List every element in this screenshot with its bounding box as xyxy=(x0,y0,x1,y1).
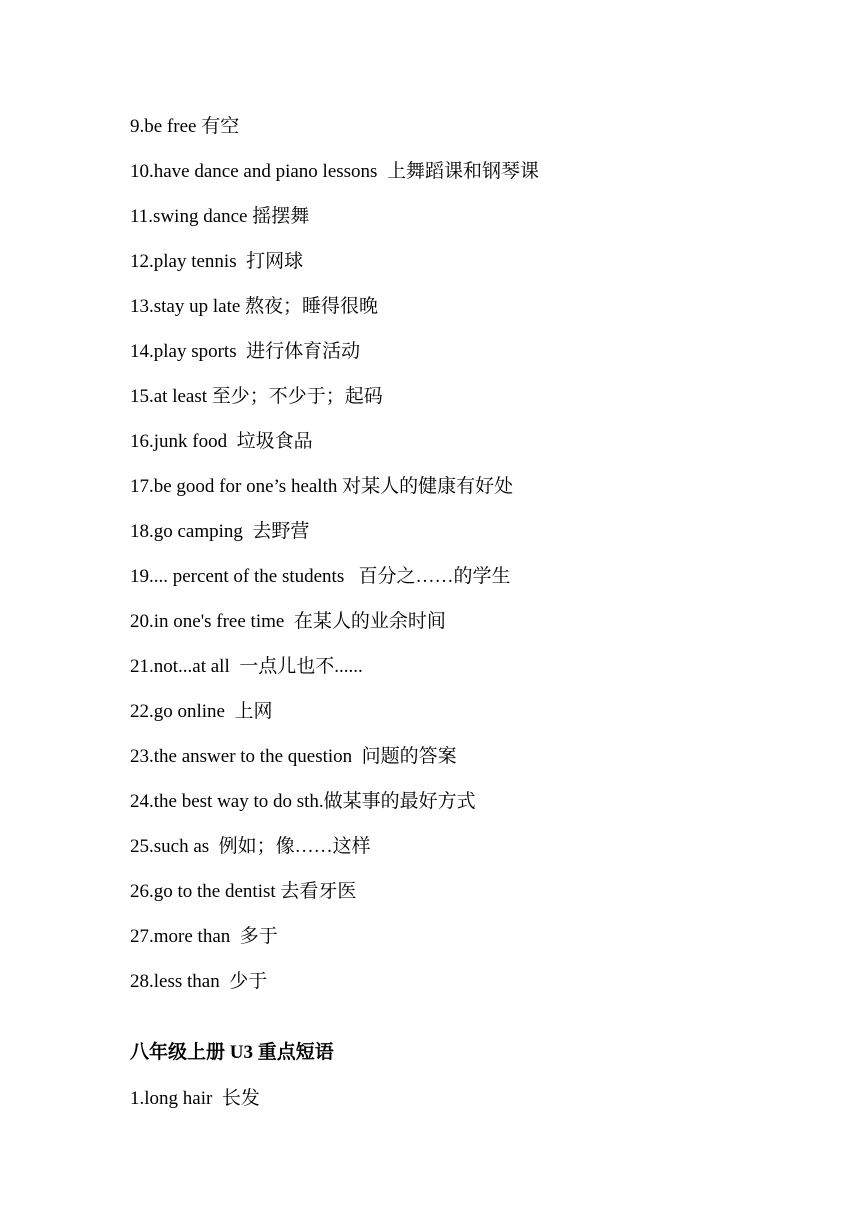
phrase-item: 1.long hair 长发 xyxy=(130,1088,260,1109)
phrase-item: 15.at least 至少；不少于；起码 xyxy=(130,386,383,407)
phrase-item: 10.have dance and piano lessons 上舞蹈课和钢琴课 xyxy=(130,161,539,182)
phrase-item: 28.less than 少于 xyxy=(130,971,268,992)
phrase-item: 9.be free 有空 xyxy=(130,116,240,137)
phrase-item: 26.go to the dentist 去看牙医 xyxy=(130,881,357,902)
phrase-item: 23.the answer to the question 问题的答案 xyxy=(130,746,457,767)
phrase-item: 25.such as 例如；像……这样 xyxy=(130,836,371,857)
phrase-item: 18.go camping 去野营 xyxy=(130,521,310,542)
phrase-item: 19.... percent of the students 百分之……的学生 xyxy=(130,566,511,587)
section-heading: 八年级上册 U3 重点短语 xyxy=(130,1042,334,1063)
phrase-item: 20.in one's free time 在某人的业余时间 xyxy=(130,611,446,632)
phrase-item: 17.be good for one’s health 对某人的健康有好处 xyxy=(130,476,514,497)
phrase-item: 22.go online 上网 xyxy=(130,701,273,722)
phrase-item: 27.more than 多于 xyxy=(130,926,278,947)
phrase-item: 13.stay up late 熬夜；睡得很晚 xyxy=(130,296,379,317)
phrase-item: 16.junk food 垃圾食品 xyxy=(130,431,313,452)
phrase-item: 21.not...at all 一点儿也不...... xyxy=(130,656,363,677)
phrase-item: 12.play tennis 打网球 xyxy=(130,251,304,272)
phrase-item: 14.play sports 进行体育活动 xyxy=(130,341,361,362)
phrase-item: 24.the best way to do sth.做某事的最好方式 xyxy=(130,791,476,812)
phrase-item: 11.swing dance 摇摆舞 xyxy=(130,206,310,227)
